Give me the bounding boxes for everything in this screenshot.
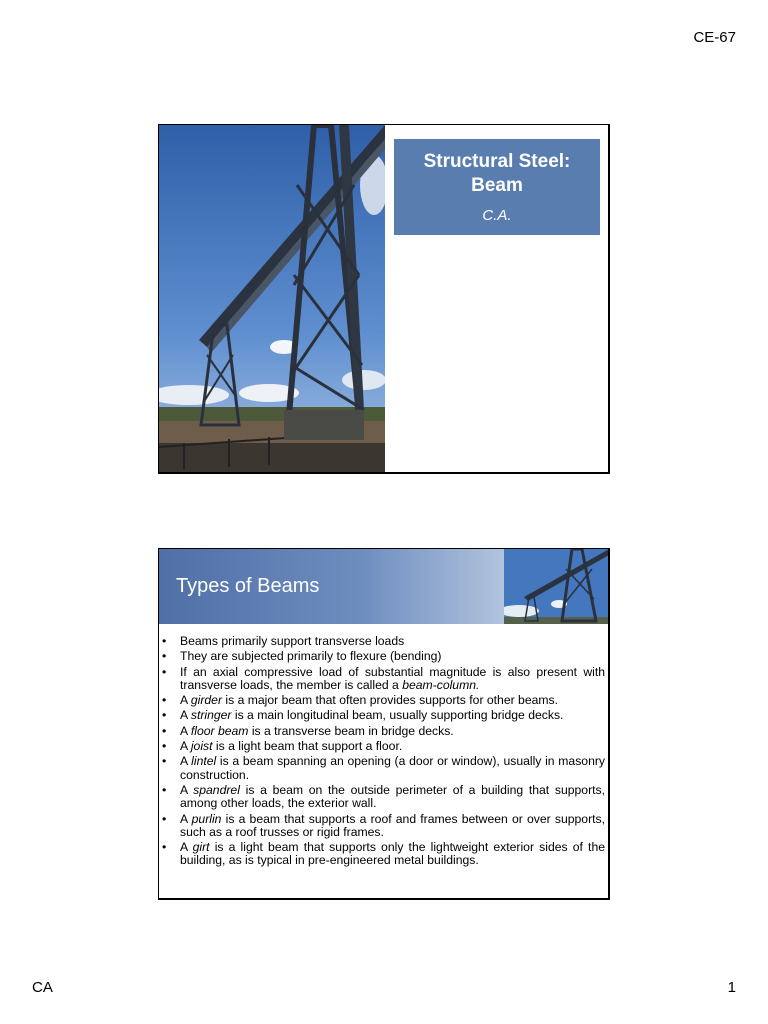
bullet-text: A: [180, 840, 193, 855]
bullet-text: A: [180, 693, 191, 708]
beam-term: beam-column.: [402, 677, 480, 692]
beam-term: floor beam: [190, 723, 249, 738]
list-item: [159, 725, 609, 738]
list-item: [159, 755, 609, 782]
bullet-text: is a beam spanning an opening (a door or window), usually in masonry construction.: [180, 754, 605, 782]
list-item: [159, 740, 609, 753]
bullet-text: is a main longitudinal beam, usually supporting bridge decks.: [231, 708, 564, 723]
beam-term: girder: [190, 693, 223, 708]
bullet-text: A: [180, 708, 191, 723]
list-item: [159, 635, 609, 648]
list-item: [159, 813, 609, 840]
bullet-text: A: [180, 811, 192, 826]
title-box: [394, 139, 600, 235]
bullet-text: Beams primarily support transverse loads: [180, 634, 405, 648]
list-item: [159, 841, 609, 868]
author-initials: C.A.: [482, 207, 512, 224]
header-document-code: CE-67: [693, 29, 736, 46]
transporter-bridge-thumbnail: [504, 549, 609, 624]
transporter-bridge-photo: [159, 125, 385, 473]
beam-term: lintel: [191, 754, 217, 769]
slide-types-of-beams: [158, 548, 610, 900]
beam-term: stringer: [190, 708, 232, 723]
bullet-text: A: [180, 739, 191, 754]
beam-term: spandrel: [193, 782, 240, 797]
title-line-2: Beam: [471, 175, 523, 196]
footer-initials: CA: [32, 979, 53, 996]
footer-page-number: 1: [727, 979, 736, 996]
slide-heading: Types of Beams: [176, 575, 320, 597]
bullet-text: is a light beam that support a floor.: [212, 739, 403, 754]
beam-term: purlin: [191, 811, 222, 826]
list-item: [159, 666, 609, 693]
bullet-text: If an axial compressive load of substantial magnitude is also present with transverse loads, the member is called a: [180, 664, 605, 692]
bullet-text: A: [180, 723, 191, 738]
beam-term: joist: [190, 739, 213, 754]
list-item: [159, 650, 609, 663]
slide-title: [158, 124, 610, 474]
bullet-text: They are subjected primarily to flexure (bending): [180, 649, 442, 664]
title-line-1: Structural Steel:: [423, 151, 571, 172]
beam-term: girt: [192, 840, 210, 855]
slide-title-text: [394, 150, 600, 198]
bullet-text: is a major beam that often provides supports for other beams.: [222, 693, 559, 708]
beam-types-list: [159, 635, 609, 870]
list-item: [159, 709, 609, 722]
bullet-text: is a beam that supports a roof and frames between or over supports, such as a roof trusses or rigid frames.: [180, 811, 605, 839]
bullet-text: A: [180, 754, 192, 769]
bullet-text: is a beam on the outside perimeter of a building that supports, among other loads, the exterior wall.: [180, 782, 606, 811]
bullet-text: is a transverse beam in bridge decks.: [248, 723, 454, 738]
bullet-text: A: [180, 782, 194, 797]
bullet-text: is a light beam that supports only the lightweight exterior sides of the building, as is typical in pre-engineered metal buildings.: [180, 840, 605, 868]
list-item: [159, 784, 609, 811]
list-item: [159, 694, 609, 707]
